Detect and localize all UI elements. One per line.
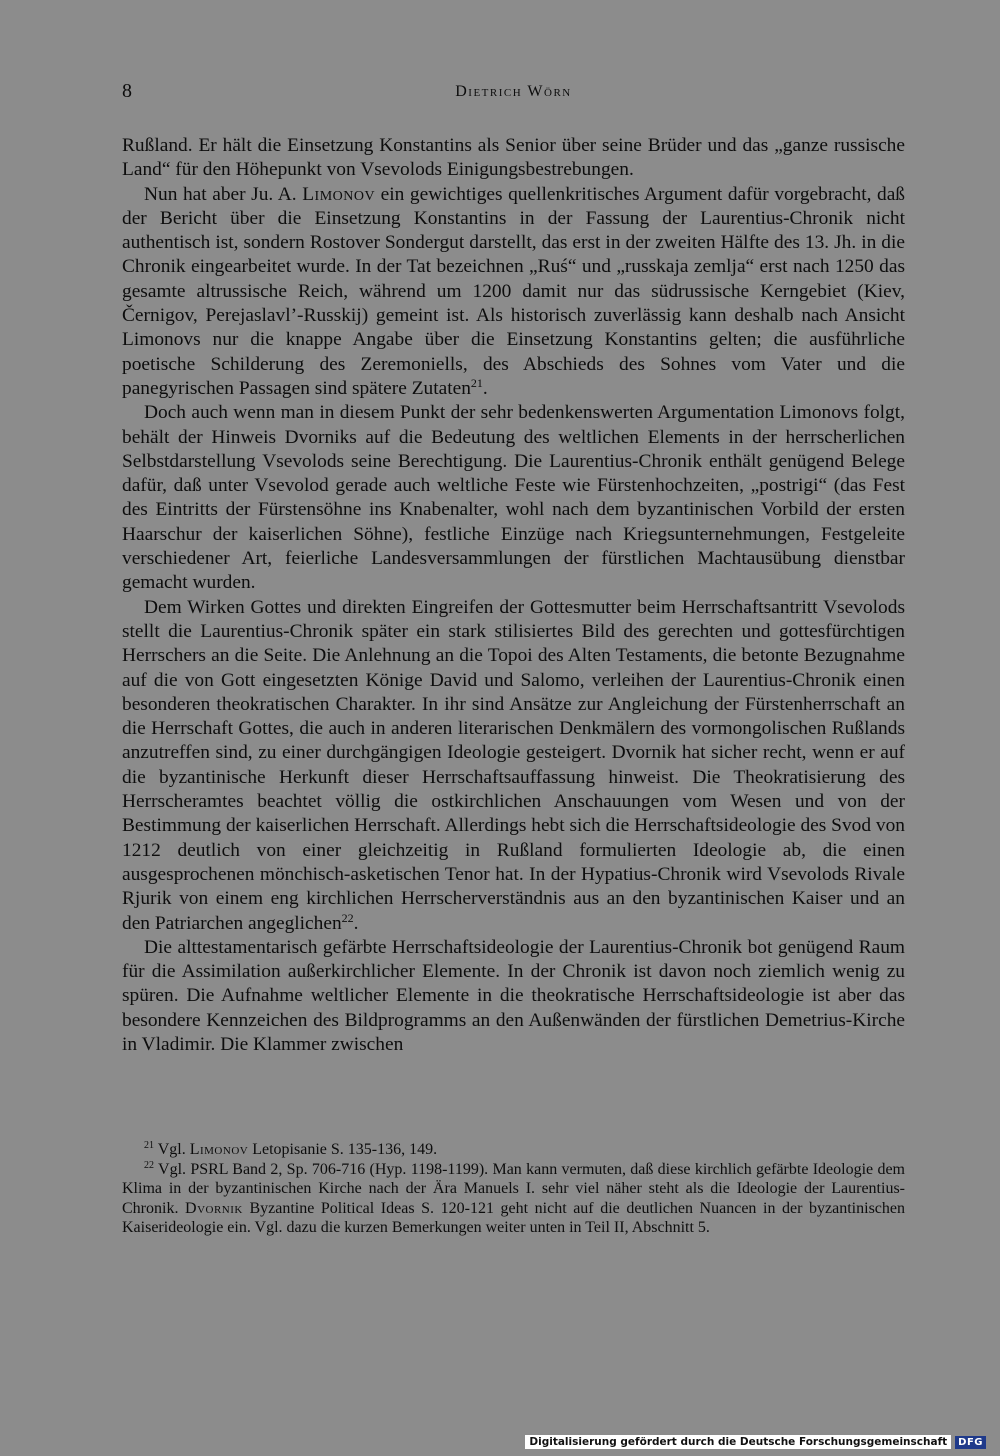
footnote-number-22: 22 xyxy=(144,1159,154,1171)
paragraph-5: Die alttestamentarisch gefärbte Herrschaftsideologie der Laurentius-Chronik bot genügend Raum für die Assimilation außerkirchlicher Elemente. In der Chronik ist davon noch ziemlich wenig zu spüren. Die Aufnahme weltlicher Elemente in die theokratische Herrschaftsideologie ist aber das besondere Kennzeichen des Bildprogramms an den Außenwänden der fürstlichen Demetrius-Kirche in Vladimir. Die Klammer zwischen xyxy=(122,936,905,1055)
footnote-21-author: Limonov xyxy=(189,1141,249,1158)
paragraph-2 xyxy=(122,183,905,402)
dfg-logo-icon: DFG xyxy=(955,1436,986,1449)
footnote-22 xyxy=(122,1160,905,1238)
paragraph-4-end: . xyxy=(353,912,359,934)
footnote-21-text-b: Letopisanie S. 135-136, 149. xyxy=(248,1141,438,1158)
paragraph-1: Rußland. Er hält die Einsetzung Konstantins als Senior über seine Brüder und das „ganze russische Land“ für den Höhepunkt von Vsevolods Einigungsbestrebungen. xyxy=(122,135,905,181)
running-head: Dietrich Wörn xyxy=(455,83,572,100)
paragraph-2-text: ein gewichtiges quellenkritisches Argument dafür vorgebracht, daß der Bericht über die Einsetzung Konstantins in der Fassung der Laurentius-Chronik nicht authentisch ist, sondern Rostover Sondergut darstellt, das erst in der zweiten Hälfte des 13. Jh. in die Chronik eingearbeitet wurde. In der Tat bezeichnen „Ruś“ und „russkaja zemlja“ erst nach 1250 das gesamte altrussische Reich, während um 1200 damit nur das südrussische Kerngebiet (Kiev, Černigov, Perejaslavl’-Russkij) gemeint ist. Als historisch zuverlässig kann deshalb nach Ansicht Limonovs nur die knappe Angabe über die Einsetzung Konstantins gelten; die ausführliche poetische Schilderung des Zeremoniells, des Abschieds des Sohnes vom Vater und die panegyrischen Passagen sind spätere Zutaten xyxy=(122,183,905,399)
author-name-limonov: Limonov xyxy=(302,183,376,205)
paragraph-2-end: . xyxy=(482,377,488,399)
footnote-number-21: 21 xyxy=(144,1140,154,1151)
page-header xyxy=(122,80,905,110)
footnote-22-author: Dvornik xyxy=(185,1199,243,1217)
footnotes xyxy=(122,1140,905,1238)
footnote-22-text-a: Vgl. PSRL Band 2, Sp. 706-716 (Hyp. 1198-1199). Man kann vermuten, daß diese kirchlich gefärbte Ideologie dem Klima in der byzantinischen Kirche nach der Ära Manuels I. sehr viel näher steht als die Ideologie der Laurentius-Chronik. xyxy=(122,1160,905,1217)
footnote-21 xyxy=(122,1140,905,1160)
footnote-ref-21[interactable]: 21 xyxy=(470,375,483,390)
digitization-credit xyxy=(525,1434,986,1450)
footnote-21-text-a: Vgl. xyxy=(154,1141,190,1158)
paragraph-4-text: Dem Wirken Gottes und direkten Eingreifen der Gottesmutter beim Herrschaftsantritt Vsevolods stellt die Laurentius-Chronik später ein stark stilisiertes Bild des gerechten und gottesfürchtigen Herrschers an die Seite. Die Anlehnung an die Topoi des Alten Testaments, die betonte Bezugnahme auf die von Gott eingesetzten Könige David und Salomo, verleihen der Laurentius-Chronik einen besonderen theokratischen Charakter. In ihr sind Ansätze zur Angleichung der Fürstenherrschaft an die Herrschaft Gottes, die auch in anderen literarischen Denkmälern des vormongolischen Rußlands anzutreffen sind, zu einer durchgängigen Ideologie gesteigert. Dvornik hat sicher recht, wenn er auf die byzantinische Herkunft dieser Herrschaftsauffassung hinweist. Die Theokratisierung des Herrscheramtes beachtet völlig die ostkirchlichen Anschauungen vom Wesen und von der Bestimmung der kaiserlichen Herrschaft. Allerdings hebt sich die Herrschaftsideologie des Svod von 1212 deutlich von einer gleichzeitig in Rußland formulierten Ideologie ab, die einen ausgesprochenen mönchisch-asketischen Tenor hat. In der Hypatius-Chronik wird Vsevolods Rivale Rjurik von einem eng kirchlichen Herrscherverständnis aus an den byzantinischen Kaiser und an den Patriarchen angeglichen xyxy=(122,596,905,934)
footnote-ref-22[interactable]: 22 xyxy=(341,910,354,925)
paragraph-2-start: Nun hat aber Ju. A. xyxy=(144,183,303,205)
paragraph-4 xyxy=(122,596,905,936)
body-text xyxy=(122,134,905,1057)
footnote-22-text-b: Byzantine Political Ideas S. 120-121 geht nicht auf die deutlichen Nuancen in der byzantinischen Kaiserideologie ein. Vgl. dazu die kurzen Bemerkungen weiter unten in Teil II, Abschnitt 5. xyxy=(122,1199,905,1236)
paragraph-3: Doch auch wenn man in diesem Punkt der sehr bedenkenswerten Argumentation Limonovs folgt, behält der Hinweis Dvorniks auf die Bedeutung des weltlichen Elements in der herrscherlichen Selbstdarstellung Vsevolods seine Berechtigung. Die Laurentius-Chronik enthält genügend Belege dafür, daß unter Vsevolod gerade auch weltliche Feste wie Fürstenhochzeiten, „postrigi“ (das Fest des Eintritts der Fürstensöhne ins Knabenalter, wohl nach dem byzantinischen Vorbild der ersten Haarschur der kaiserlichen Söhne), festliche Einzüge nach Kriegsunternehmungen, Festgeleite verschiedener Art, feierliche Landesversammlungen der fürstlichen Machtausübung dienstbar gemacht wurden. xyxy=(122,402,905,594)
credit-text: Digitalisierung gefördert durch die Deutsche Forschungsgemeinschaft xyxy=(525,1435,951,1449)
page-number: 8 xyxy=(122,80,132,102)
